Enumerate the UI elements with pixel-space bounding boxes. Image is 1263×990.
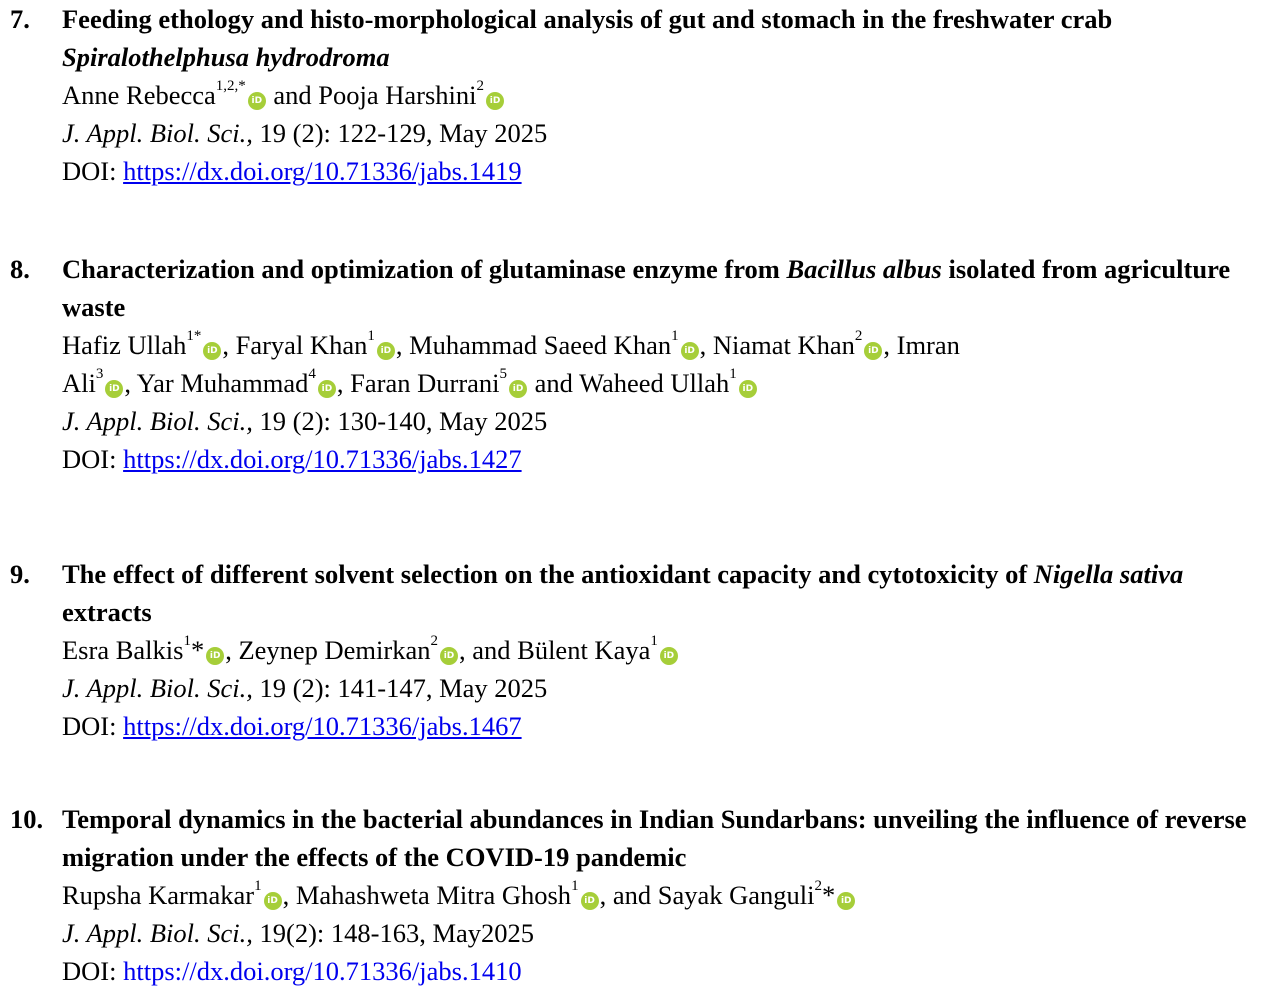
author-separator: , and bbox=[599, 880, 658, 910]
author-affiliation: 2 bbox=[854, 328, 863, 345]
corresponding-mark: * bbox=[821, 880, 836, 910]
author-affiliation: 1 bbox=[729, 366, 737, 383]
entry-number: 8. bbox=[10, 254, 30, 284]
entry-number: 10. bbox=[10, 804, 44, 834]
title-species-name: Spiralothelphusa hydrodroma bbox=[62, 42, 390, 72]
author-list bbox=[62, 76, 1257, 114]
journal-name: J. Appl. Biol. Sci., bbox=[62, 673, 253, 703]
author-separator: , bbox=[222, 330, 236, 360]
article-title bbox=[62, 555, 1257, 631]
doi-link[interactable]: https://dx.doi.org/10.71336/jabs.1427 bbox=[123, 444, 522, 474]
author-affiliation: 1 bbox=[571, 878, 579, 895]
orcid-icon[interactable]: iD bbox=[581, 892, 599, 910]
author-separator: , bbox=[395, 330, 410, 360]
journal-name: J. Appl. Biol. Sci., bbox=[62, 118, 253, 148]
title-text: Characterization and optimization of glutaminase enzyme from bbox=[62, 254, 787, 284]
doi-link[interactable]: https://dx.doi.org/10.71336/jabs.1419 bbox=[123, 156, 522, 186]
doi-line bbox=[62, 440, 1257, 478]
author-name: Muhammad Saeed Khan bbox=[409, 330, 672, 360]
orcid-icon[interactable]: iD bbox=[864, 342, 882, 360]
author-name: Rupsha Karmakar bbox=[62, 880, 255, 910]
author-affiliation: 2 bbox=[814, 878, 822, 895]
author-list bbox=[62, 876, 1257, 914]
orcid-icon[interactable]: iD bbox=[248, 92, 266, 110]
author-list bbox=[62, 326, 1257, 402]
orcid-icon[interactable]: iD bbox=[377, 342, 395, 360]
author-separator: , bbox=[282, 880, 296, 910]
title-text: Feeding ethology and histo-morphological analysis of gut and stomach in the freshwater crab bbox=[62, 4, 1113, 34]
author-separator: and bbox=[266, 80, 319, 110]
citation-details: 19(2): 148-163, May2025 bbox=[252, 918, 535, 948]
title-species-name: Nigella sativa bbox=[1033, 559, 1184, 589]
author-affiliation: 1 bbox=[671, 328, 679, 345]
corresponding-mark: * bbox=[190, 635, 205, 665]
author-separator: , bbox=[225, 635, 239, 665]
orcid-icon[interactable]: iD bbox=[203, 342, 221, 360]
entry-body bbox=[62, 250, 1257, 478]
orcid-icon[interactable]: iD bbox=[681, 342, 699, 360]
orcid-icon[interactable]: iD bbox=[486, 92, 504, 110]
author-name: Mahashweta Mitra Ghosh bbox=[295, 880, 572, 910]
author-name: Yar Muhammad bbox=[136, 368, 309, 398]
author-separator: , bbox=[336, 368, 351, 398]
orcid-icon[interactable]: iD bbox=[440, 647, 458, 665]
doi-label: DOI: bbox=[62, 156, 124, 186]
author-separator: , bbox=[124, 368, 137, 398]
citation-line bbox=[62, 669, 1257, 707]
title-text: Temporal dynamics in the bacterial abundances in Indian Sundarbans: unveiling the influence of reverse migration under the effects of the COVID-19 pandemic bbox=[62, 804, 1247, 872]
article-title bbox=[62, 800, 1257, 876]
author-name: Esra Balkis bbox=[62, 635, 184, 665]
author-name: Faryal Khan bbox=[235, 330, 368, 360]
author-affiliation: 1 bbox=[254, 878, 262, 895]
author-name: Imran bbox=[896, 330, 960, 360]
author-affiliation: 1 bbox=[183, 633, 191, 650]
author-affiliation: 1 bbox=[367, 328, 375, 345]
author-separator: , bbox=[699, 330, 713, 360]
author-affiliation: 2 bbox=[476, 78, 485, 95]
author-name: Pooja Harshini bbox=[318, 80, 477, 110]
doi-label: DOI: bbox=[62, 444, 124, 474]
author-name: Anne Rebecca bbox=[62, 80, 216, 110]
orcid-icon[interactable]: iD bbox=[509, 380, 527, 398]
doi-line bbox=[62, 152, 1257, 190]
doi-label: DOI: bbox=[62, 956, 124, 986]
citation-line bbox=[62, 402, 1257, 440]
entry-number: 7. bbox=[10, 4, 30, 34]
author-name: Faran Durrani bbox=[350, 368, 500, 398]
author-affiliation: 5 bbox=[499, 366, 508, 383]
author-name: Ali bbox=[62, 368, 96, 398]
author-name: Sayak Ganguli bbox=[657, 880, 815, 910]
entry-body bbox=[62, 800, 1257, 990]
author-name: Waheed Ullah bbox=[579, 368, 730, 398]
doi-line bbox=[62, 952, 1257, 990]
doi-label: DOI: bbox=[62, 711, 124, 741]
author-affiliation: 3 bbox=[95, 366, 104, 383]
author-separator: , bbox=[883, 330, 897, 360]
author-name: Zeynep Demirkan bbox=[238, 635, 431, 665]
doi-line bbox=[62, 707, 1257, 745]
entry-body bbox=[62, 555, 1257, 745]
author-name: Niamat Khan bbox=[712, 330, 855, 360]
orcid-icon[interactable]: iD bbox=[105, 380, 123, 398]
article-title bbox=[62, 0, 1257, 76]
author-affiliation: 2 bbox=[430, 633, 438, 650]
title-text: The effect of different solvent selection on the antioxidant capacity and cytotoxicity of bbox=[62, 559, 1034, 589]
author-affiliation: 1,2,* bbox=[215, 78, 246, 95]
author-affiliation: 4 bbox=[308, 366, 316, 383]
citation-details: 19 (2): 122-129, May 2025 bbox=[252, 118, 548, 148]
orcid-icon[interactable]: iD bbox=[318, 380, 336, 398]
orcid-icon[interactable]: iD bbox=[264, 892, 282, 910]
author-separator: and bbox=[528, 368, 580, 398]
entry-body bbox=[62, 0, 1257, 190]
author-list bbox=[62, 631, 1257, 669]
journal-name: J. Appl. Biol. Sci., bbox=[62, 918, 253, 948]
doi-link[interactable]: https://dx.doi.org/10.71336/jabs.1467 bbox=[123, 711, 522, 741]
orcid-icon[interactable]: iD bbox=[837, 892, 855, 910]
orcid-icon[interactable]: iD bbox=[660, 647, 678, 665]
orcid-icon[interactable]: iD bbox=[206, 647, 224, 665]
author-name: Bülent Kaya bbox=[517, 635, 651, 665]
title-text: extracts bbox=[62, 597, 152, 627]
citation-line bbox=[62, 114, 1257, 152]
title-text: isolated from agriculture waste bbox=[62, 254, 1231, 322]
author-separator: , and bbox=[459, 635, 518, 665]
author-affiliation: 1* bbox=[186, 328, 202, 345]
citation-line bbox=[62, 914, 1257, 952]
journal-name: J. Appl. Biol. Sci., bbox=[62, 406, 253, 436]
article-title bbox=[62, 250, 1257, 326]
title-species-name: Bacillus albus bbox=[786, 254, 942, 284]
orcid-icon[interactable]: iD bbox=[739, 380, 757, 398]
author-name: Hafiz Ullah bbox=[62, 330, 187, 360]
citation-details: 19 (2): 141-147, May 2025 bbox=[252, 673, 548, 703]
doi-link[interactable]: https://dx.doi.org/10.71336/jabs.1410 bbox=[123, 956, 522, 986]
entry-number: 9. bbox=[10, 559, 30, 589]
author-affiliation: 1 bbox=[650, 633, 658, 650]
citation-details: 19 (2): 130-140, May 2025 bbox=[252, 406, 548, 436]
